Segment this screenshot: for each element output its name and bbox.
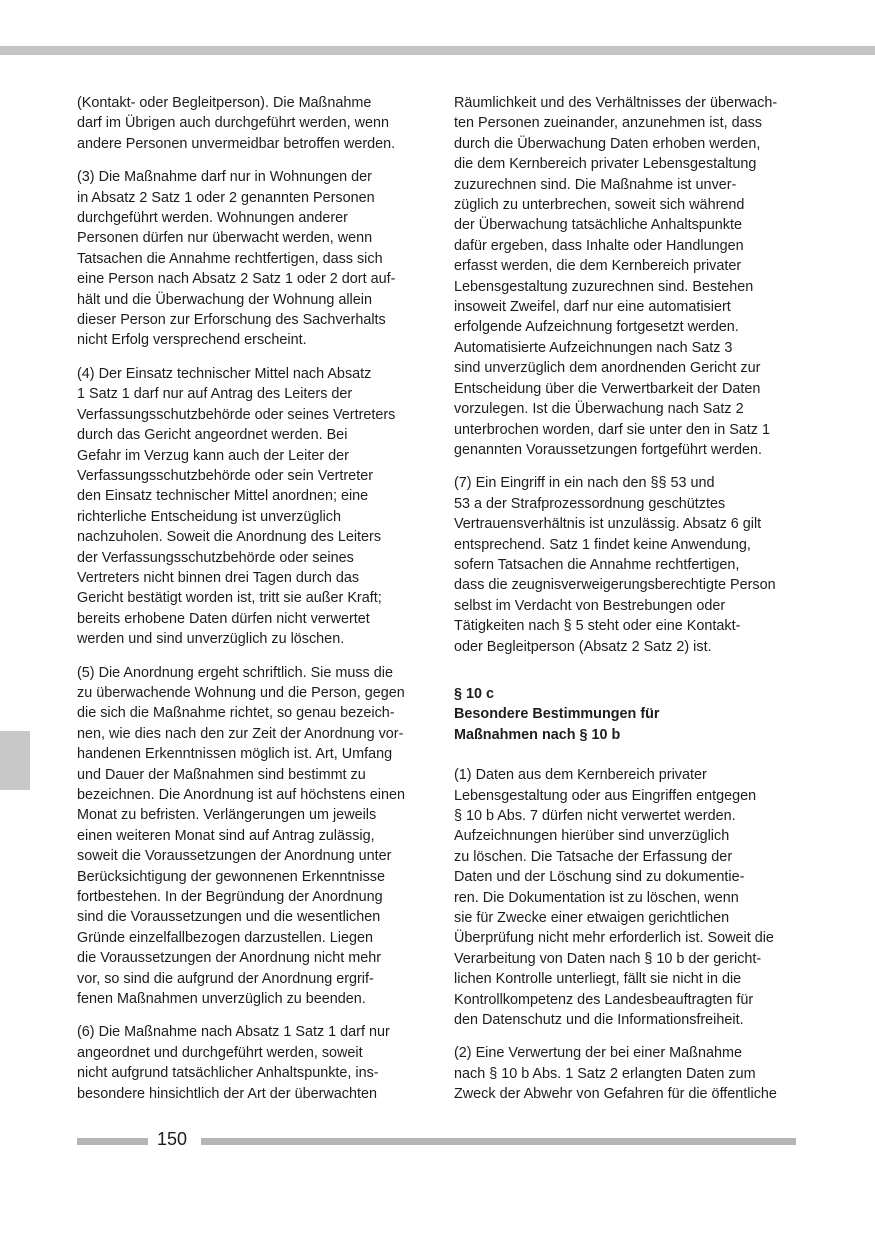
- paragraph: (5) Die Anordnung ergeht schriftlich. Sie muss die zu überwachende Wohnung und die Person, gegen die sich die Maßnahme richtet, so genau bezeich- nen, wie dies nach den zur Zeit der Anordnung vor- handenen Erkenntnissen möglich ist. Art, Umfang und Dauer der Maßnahmen sind bestimmt zu bezeichnen. Die Anordnung ist auf höchstens einen Monat zu befristen. Verlängerungen um jeweils einen weiteren Monat sind auf Antrag zulässig, soweit die Voraussetzungen der Anordnung unter Berücksichtigung der gewonnenen Erkenntnisse fortbestehen. In der Begründung der Anordnung sind die Voraussetzungen und die wesentlichen Gründe einzelfallbezogen darzustellen. Liegen die Voraussetzungen der Anordnung nicht mehr vor, so sind die aufgrund der Anordnung ergrif- fenen Maßnahmen unverzüglich zu beenden.: [77, 664, 406, 1008]
- chapter-thumb-tab: [0, 731, 30, 790]
- paragraph: (1) Daten aus dem Kernbereich privater Lebensgestaltung oder aus Eingriffen entgegen § 10 b Abs. 7 dürfen nicht verwertet werden. Aufzeichnungen hierüber sind unverzüglich zu löschen. Die Tatsache der Erfassung der Daten und der Löschung sind zu dokumentie- ren. Die Dokumentation ist zu löschen, wenn sie für Zwecke einer etwaigen gerichtlichen Überprüfung nicht mehr erforderlich ist. Soweit die Verarbeitung von Daten nach § 10 b der gericht- lichen Kontrolle unterliegt, fällt sie nicht in die Kontrollkompetenz des Landesbeauftragten für den Datenschutz und die Informationsfreiheit.: [454, 767, 774, 1029]
- section-heading: § 10 c Besondere Bestimmungen für Maßnahmen nach § 10 b: [454, 685, 660, 743]
- footer-rule-right: [201, 1138, 796, 1145]
- paragraph: (6) Die Maßnahme nach Absatz 1 Satz 1 darf nur angeordnet und durchgeführt werden, soweit nicht aufgrund tatsächlicher Anhaltspunkte, ins- besondere hinsichtlich der Art der überwachten: [77, 1024, 390, 1102]
- paragraph: (2) Eine Verwertung der bei einer Maßnahme nach § 10 b Abs. 1 Satz 2 erlangten Daten zum Zweck der Abwehr von Gefahren für die öffentliche: [454, 1045, 777, 1103]
- page-number: 150: [157, 1129, 188, 1149]
- paragraph: (7) Ein Eingriff in ein nach den §§ 53 und 53 a der Strafprozessordnung geschütztes Vertrauensverhältnis ist unzulässig. Absatz 6 gilt entsprechend. Satz 1 findet keine Anwendung, sofern Tatsachen die Annahme rechtfertigen, dass die zeugnisverweigerungsberechtigte Person selbst im Verdacht von Bestrebungen oder Tätigkeiten nach § 5 steht oder eine Kontakt- oder Begleitperson (Absatz 2 Satz 2) ist.: [454, 475, 776, 655]
- footer-rule-left: [77, 1138, 148, 1145]
- paragraph: (3) Die Maßnahme darf nur in Wohnungen der in Absatz 2 Satz 1 oder 2 genannten Personen durchgeführt werden. Wohnungen anderer Personen dürfen nur überwacht werden, wenn Tatsachen die Annahme rechtfertigen, dass sich eine Person nach Absatz 2 Satz 1 oder 2 dort auf- hält und die Überwachung der Wohnung allein dieser Person zur Erforschung des Sachverhalts nicht Erfolg versprechend erscheint.: [77, 169, 396, 349]
- right-column: [454, 93, 797, 1118]
- paragraph: Räumlichkeit und des Verhältnisses der überwach- ten Personen zueinander, anzunehmen ist, dass durch die Überwachung Daten erhoben werden, die dem Kernbereich privater Lebensgestaltung zuzurechnen sind. Die Maßnahme ist unver- züglich zu unterbrechen, soweit sich während der Überwachung tatsächliche Anhaltspunkte dafür ergeben, dass Inhalte oder Handlungen erfasst werden, die dem Kernbereich privater Lebensgestaltung zuzurechnen sind. Bestehen insoweit Zweifel, darf nur eine automatisiert erfolgende Aufzeichnung fortgesetzt werden. Automatisierte Aufzeichnungen nach Satz 3 sind unverzüglich dem anordnenden Gericht zur Entscheidung über die Verwertbarkeit der Daten vorzulegen. Ist die Überwachung nach Satz 2 unterbrochen worden, darf sie unter den in Satz 1 genannten Voraussetzungen fortgeführt werden.: [454, 95, 778, 458]
- paragraph: (Kontakt- oder Begleitperson). Die Maßnahme darf im Übrigen auch durchgeführt werden, wenn andere Personen unvermeidbar betroffen werden.: [77, 95, 396, 152]
- paragraph: (4) Der Einsatz technischer Mittel nach Absatz 1 Satz 1 darf nur auf Antrag des Leiters der Verfassungsschutzbehörde oder seines Vertreters durch das Gericht angeordnet werden. Bei Gefahr im Verzug kann auch der Leiter der Verfassungsschutzbehörde oder sein Vertreter den Einsatz technischer Mittel anordnen; eine richterliche Entscheidung ist unverzüglich nachzuholen. Soweit die Anordnung des Leiters der Verfassungsschutzbehörde oder seines Vertreters nicht binnen drei Tagen durch das Gericht bestätigt worden ist, tritt sie außer Kraft; bereits erhobene Daten dürfen nicht verwertet werden und sind unverzüglich zu löschen.: [77, 365, 396, 648]
- left-column: [77, 93, 420, 1117]
- header-rule: [0, 46, 875, 55]
